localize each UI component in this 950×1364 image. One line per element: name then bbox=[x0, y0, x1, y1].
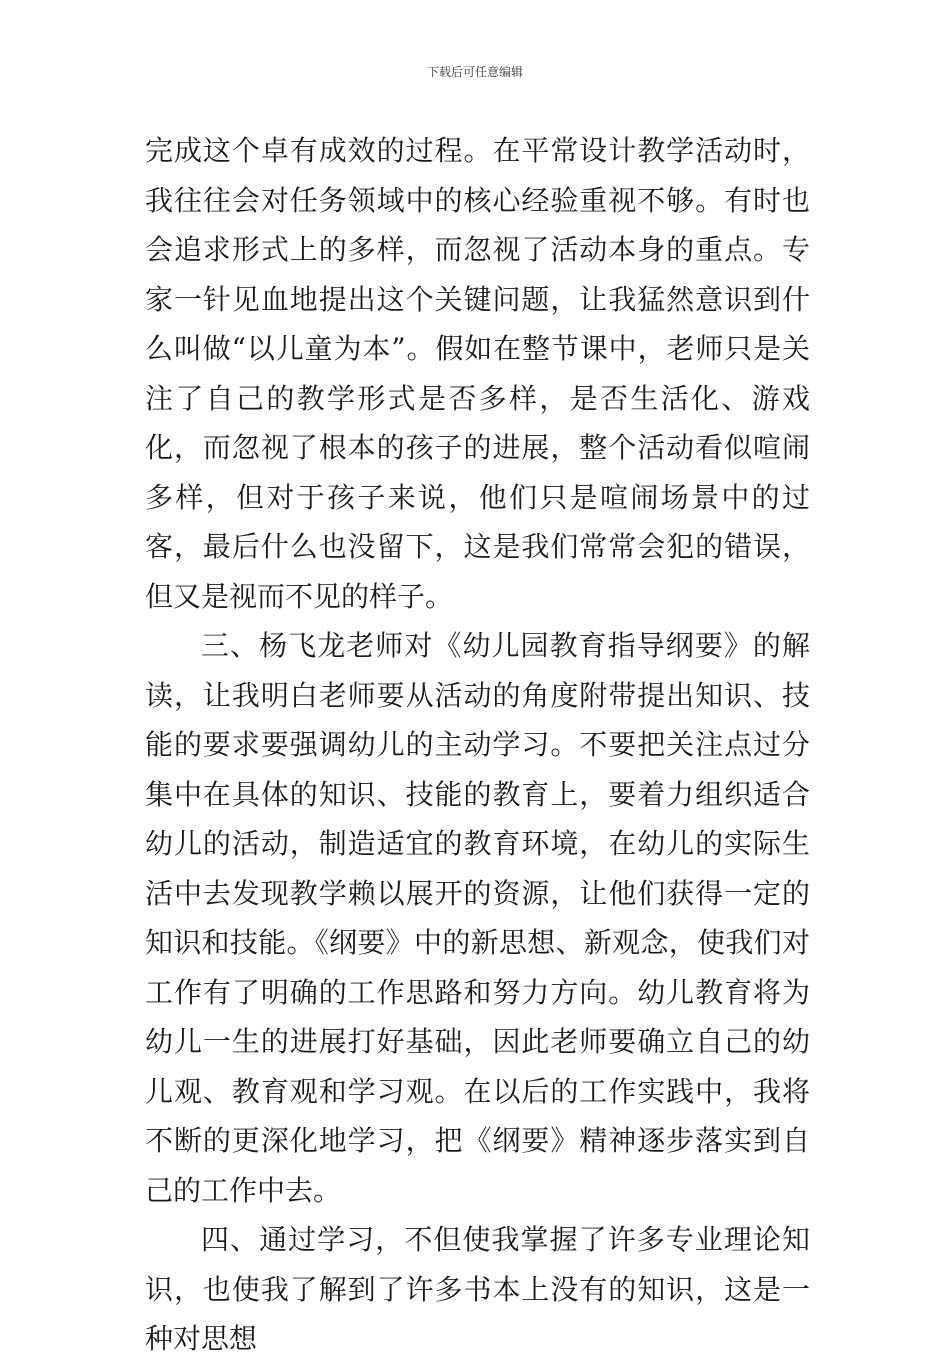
paragraph-section-three: 三、杨飞龙老师对《幼儿园教育指导纲要》的解读，让我明白老师要从活动的角度附带提出知识、技能的要求要强调幼儿的主动学习。不要把关注点过分集中在具体的知识、技能的教育上，要着力组织适合幼儿的活动，制造适宜的教育环境，在幼儿的实际生活中去发现教学赖以展开的资源，让他们获得一定的知识和技能。《纲要》中的新思想、新观念，使我们对工作有了明确的工作思路和努力方向。幼儿教育将为幼儿一生的进展打好基础，因此老师要确立自己的幼儿观、教育观和学习观。在以后的工作实践中，我将不断的更深化地学习，把《纲要》精神逐步落实到自己的工作中去。 bbox=[145, 629, 810, 1207]
paragraph-section-four: 四、通过学习，不但使我掌握了许多专业理论知识，也使我了解到了许多书本上没有的知识，这是一种对思想 bbox=[145, 1223, 810, 1355]
page-header: 下载后可任意编辑 bbox=[426, 65, 523, 79]
paragraph-continuation: 完成这个卓有成效的过程。在平常设计教学活动时，我往往会对任务领域中的核心经验重视不够。有时也会追求形式上的多样，而忽视了活动本身的重点。专家一针见血地提出这个关键问题，让我猛然意识到什么叫做“以儿童为本”。假如在整节课中，老师只是关注了自己的教学形式是否多样，是否生活化、游戏化，而忽视了根本的孩子的进展，整个活动看似喧闹多样，但对于孩子来说，他们只是喧闹场景中的过客，最后什么也没留下，这是我们常常会犯的错误，但又是视而不见的样子。 bbox=[145, 134, 810, 613]
document-body bbox=[145, 126, 810, 1364]
